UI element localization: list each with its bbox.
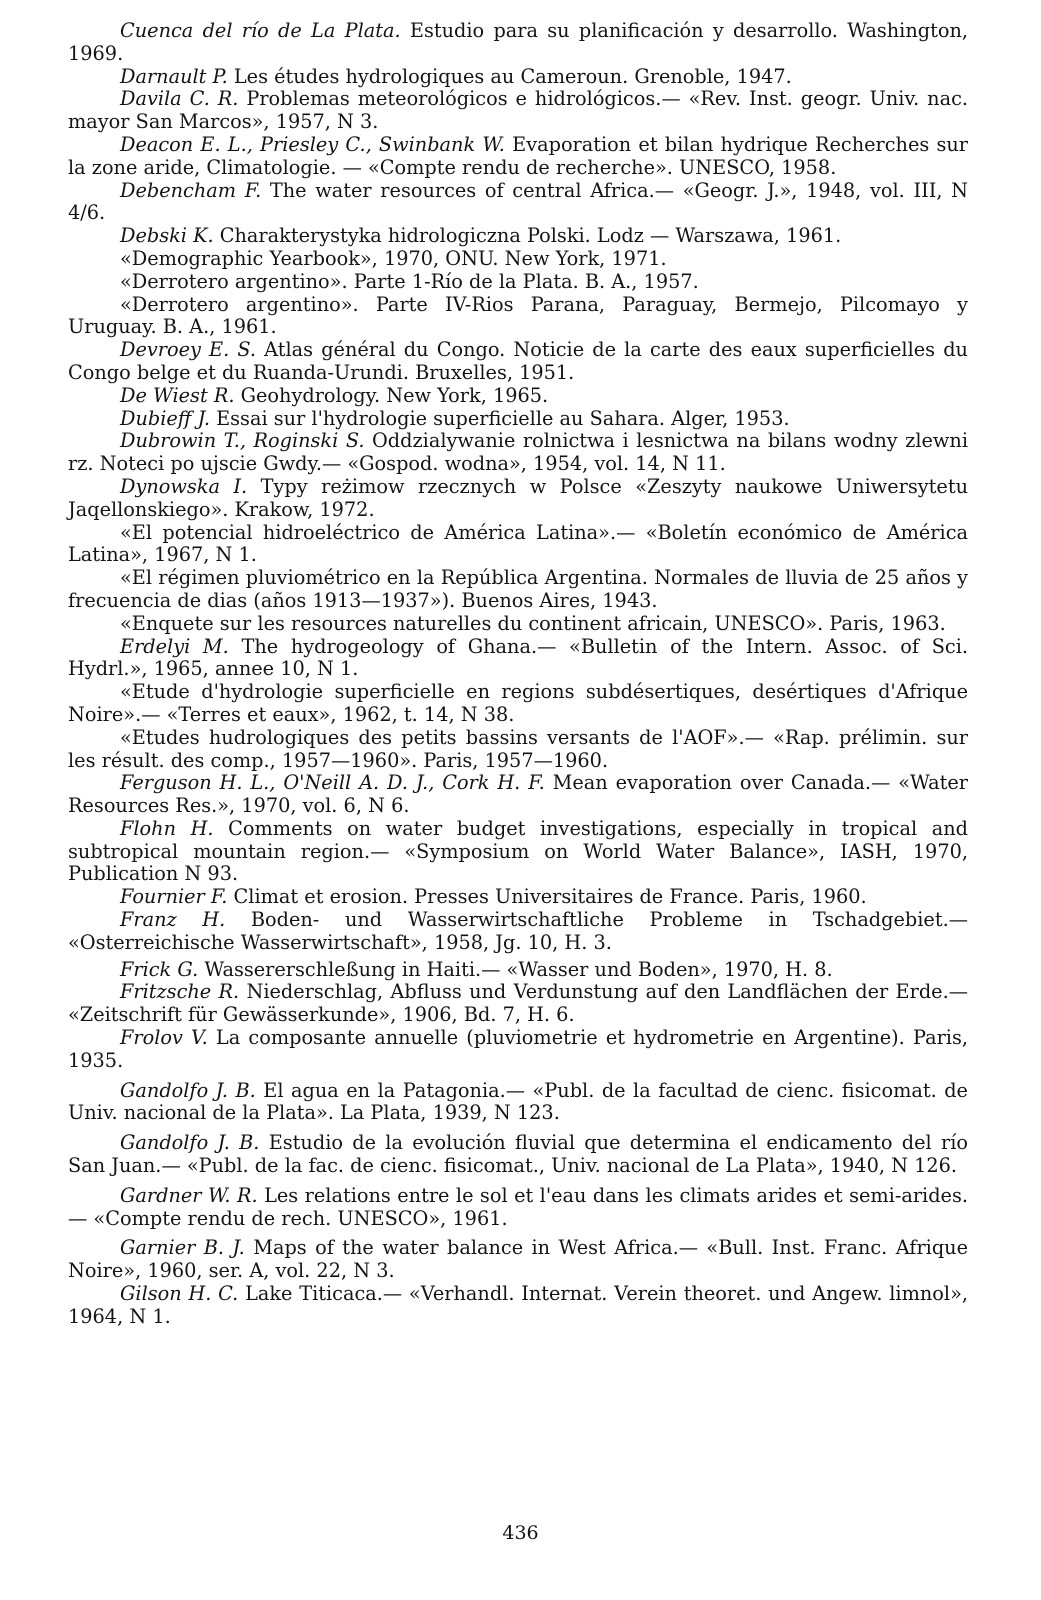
- entry-text: «Derrotero argentino». Parte IV-Rios Parana, Paraguay, Bermejo, Pilcomayo y Uruguay. B. A., 1961.: [68, 292, 968, 339]
- page-number: 436: [502, 1522, 539, 1544]
- bibliography-entry: [68, 909, 968, 955]
- entry-text: «Derrotero argentino». Parte 1-Río de la Plata. B. A., 1957.: [120, 269, 699, 293]
- entry-author: Cuenca del río de La Plata.: [120, 19, 401, 42]
- entry-author: Frick G.: [120, 957, 199, 981]
- entry-author: Fournier F.: [120, 885, 228, 909]
- entry-author: Dubieff J.: [120, 406, 210, 430]
- bibliography-entry: [68, 567, 968, 613]
- entry-author: Debski K.: [120, 224, 214, 248]
- entry-text: «Demographic Yearbook», 1970, ONU. New York, 1971.: [120, 246, 667, 270]
- entry-author: Garnier B. J.: [120, 1236, 245, 1260]
- bibliography-entry: [68, 886, 968, 909]
- bibliography-entry: [68, 134, 968, 180]
- entry-text: Essai sur l'hydrologie superficielle au Sahara. Alger, 1953.: [209, 406, 790, 430]
- entry-author: Debencham F.: [120, 178, 262, 202]
- entry-text: Oddzialywanie rolnictwa i lesnictwa na bilans wodny zlewni rz. Noteci po ujscie Gwdy.— «Gospod. wodna», 1954, vol. 14, N 11.: [68, 429, 968, 476]
- bibliography-entry: [68, 180, 968, 226]
- bibliography-entry: [68, 727, 968, 773]
- bibliography-entry: [68, 20, 968, 66]
- entry-text: «Etudes hudrologiques des petits bassins versants de l'AOF».— «Rap. prélimin. sur les résult. des comp., 1957—1960». Paris, 1957—1960.: [68, 725, 968, 772]
- bibliography-entry: [68, 271, 968, 294]
- bibliography-entry: [68, 88, 968, 134]
- entry-author: Gilson H. C.: [120, 1282, 239, 1306]
- bibliography-entry: [68, 522, 968, 568]
- entry-text: «El potencial hidroeléctrico de América Latina».— «Boletín económico de América Latina», 1967, N 1.: [68, 520, 968, 567]
- bibliography-entry: [68, 636, 968, 682]
- bibliography-entry: [68, 339, 968, 385]
- bibliography-entry: [68, 66, 968, 89]
- entry-text: The hydrogeology of Ghana.— «Bulletin of the Intern. Assoc. of Sci. Hydrl.», 1965, annee 10, N 1.: [68, 634, 968, 681]
- entry-text: Lake Titicaca.— «Verhandl. Internat. Verein theoret. und Angew. limnol», 1964, N 1.: [68, 1282, 968, 1328]
- entry-text: Estudio para su planificación y desarrollo. Washington, 1969.: [68, 19, 968, 65]
- entry-text: Climat et erosion. Presses Universitaires de France. Paris, 1960.: [227, 885, 867, 909]
- bibliography-entry: [68, 681, 968, 727]
- bibliography-entry: [68, 981, 968, 1027]
- bibliography-entry: [68, 772, 968, 818]
- entry-text: The water resources of central Africa.— «Geogr. J.», 1948, vol. III, N 4/6.: [68, 178, 968, 225]
- entry-text: Boden- und Wasserwirtschaftliche Probleme in Tschadgebiet.— «Osterreichische Wasserwirtschaft», 1958, Jg. 10, H. 3.: [68, 908, 968, 954]
- entry-author: Dubrowin T., Roginski S.: [120, 429, 365, 453]
- entry-text: Evaporation et bilan hydrique Recherches sur la zone aride, Climatologie. — «Compte rendu de recherche». UNESCO, 1958.: [68, 132, 968, 179]
- entry-text: Estudio de la evolución fluvial que determina el endicamento del río San Juan.— «Publ. de la fac. de cienc. fisicomat., Univ. nacional de La Plata», 1940, N 126.: [68, 1131, 968, 1178]
- bibliography-entry: [68, 408, 968, 431]
- entry-author: Frolov V.: [120, 1026, 208, 1050]
- entry-author: Erdelyi M.: [120, 634, 229, 658]
- bibliography-entry: [68, 818, 968, 886]
- entry-text: «El régimen pluviométrico en la República Argentina. Normales de lluvia de 25 años y frecuencia de dias (años 1913—1937»). Buenos Aires, 1943.: [68, 566, 968, 612]
- bibliography-entry: [68, 1132, 968, 1178]
- entry-author: Gardner W. R.: [120, 1183, 258, 1207]
- bibliography-entry: [68, 1237, 968, 1283]
- entry-text: La composante annuelle (pluviometrie et hydrometrie en Argentine). Paris, 1935.: [68, 1026, 969, 1072]
- entry-text: Typy reżimow rzecznych w Polsce «Zeszyty naukowe Uniwersytetu Jaqellonskiego». Krakow, 1972.: [68, 474, 968, 521]
- entry-author: Davila C. R.: [120, 87, 239, 111]
- entry-author: Gandolfo J. B.: [120, 1078, 256, 1102]
- entry-author: Gandolfo J. B.: [120, 1131, 260, 1155]
- bibliography-entry: [68, 613, 968, 636]
- bibliography-entry: [68, 1027, 968, 1073]
- entry-author: Ferguson H. L., O'Neill A. D. J., Cork H. F.: [120, 771, 545, 795]
- entry-text: Geohydrology. New York, 1965.: [234, 383, 549, 407]
- bibliography-entry: [68, 385, 968, 408]
- bibliography-entry: [68, 430, 968, 476]
- bibliography-entry: [68, 1080, 968, 1126]
- entry-text: «Etude d'hydrologie superficielle en regions subdésertiques, desértiques d'Afrique Noire».— «Terres et eaux», 1962, t. 14, N 38.: [68, 680, 968, 726]
- bibliography-entry: [68, 1185, 968, 1231]
- bibliography-entry: [68, 248, 968, 271]
- entry-author: De Wiest R.: [120, 383, 235, 407]
- entry-author: Deacon E. L., Priesley C., Swinbank W.: [120, 132, 505, 156]
- bibliography-entry: [68, 225, 968, 248]
- entry-author: Fritzsche R.: [120, 980, 240, 1004]
- entry-text: Charakterystyka hidrologiczna Polski. Lodz — Warszawa, 1961.: [213, 224, 842, 248]
- entry-text: El agua en la Patagonia.— «Publ. de la facultad de cienc. fisicomat. de Univ. nacional de la Plata». La Plata, 1939, N 123.: [68, 1078, 968, 1125]
- entry-text: Niederschlag, Abfluss und Verdunstung auf den Landflächen der Erde.— «Zeitschrift für Gewässerkunde», 1906, Bd. 7, H. 6.: [68, 980, 968, 1027]
- entry-text: Maps of the water balance in West Africa.— «Bull. Inst. Franc. Afrique Noire», 1960, ser. A, vol. 22, N 3.: [68, 1236, 968, 1283]
- entry-text: Atlas général du Congo. Noticie de la carte des eaux superficielles du Congo belge et du Ruanda-Urundi. Bruxelles, 1951.: [68, 338, 968, 384]
- bibliography-entry: [68, 1283, 968, 1329]
- entry-text: «Enquete sur les resources naturelles du continent africain, UNESCO». Paris, 1963.: [120, 611, 946, 635]
- entry-author: Dynowska I.: [120, 474, 248, 498]
- entry-text: Mean evaporation over Canada.— «Water Resources Res.», 1970, vol. 6, N 6.: [68, 771, 968, 818]
- bibliography-entry: [68, 294, 968, 340]
- entry-text: Les relations entre le sol et l'eau dans les climats arides et semi-arides. — «Compte rendu de rech. UNESCO», 1961.: [68, 1183, 968, 1230]
- entry-author: Flohn H.: [120, 816, 214, 840]
- bibliography-entry: [68, 959, 968, 982]
- entry-text: Problemas meteorológicos e hidrológicos.— «Rev. Inst. geogr. Univ. nac. mayor San Marcos», 1957, N 3.: [68, 87, 968, 134]
- entry-author: Franz H.: [120, 908, 226, 932]
- bibliography-entry: [68, 476, 968, 522]
- entry-text: Comments on water budget investigations, especially in tropical and subtropical mountain region.— «Symposium on World Water Balance», IASH, 1970, Publication N 93.: [68, 816, 969, 886]
- entry-text: Wassererschleßung in Haiti.— «Wasser und Boden», 1970, H. 8.: [198, 957, 833, 981]
- entry-author: Devroey E. S.: [120, 338, 257, 362]
- entry-author: Darnault P.: [120, 64, 228, 88]
- bibliography-page: [68, 20, 968, 1329]
- entry-text: Les études hydrologiques au Cameroun. Grenoble, 1947.: [227, 64, 792, 88]
